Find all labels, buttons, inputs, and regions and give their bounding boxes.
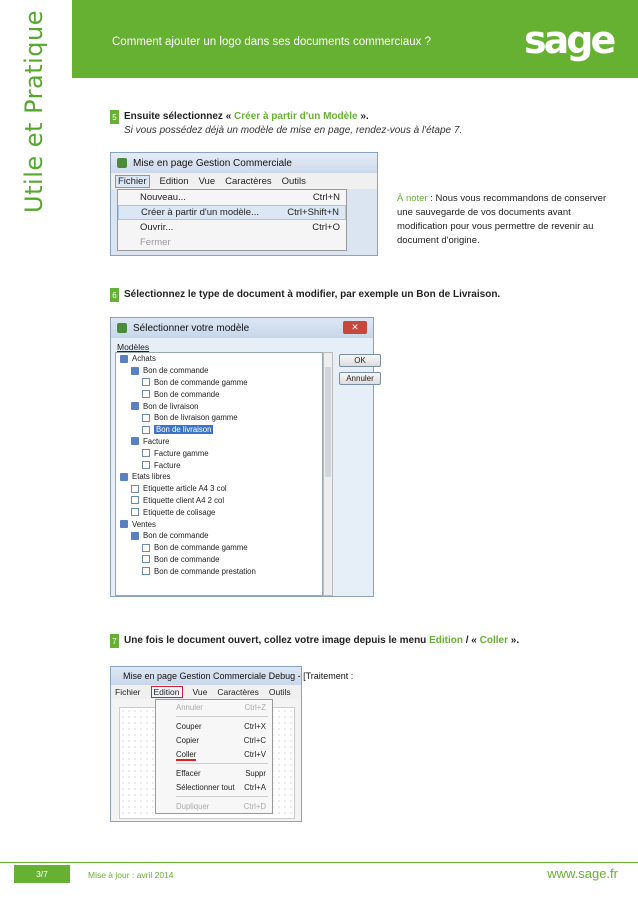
header-title: Comment ajouter un logo dans ses documents commerciaux ? bbox=[112, 36, 431, 48]
menu-item-creer-modele[interactable]: Créer à partir d'un modèle... Ctrl+Shift+N bbox=[118, 205, 346, 220]
cancel-button[interactable]: Annuler bbox=[339, 372, 381, 385]
menu-item-fermer[interactable]: Fermer bbox=[140, 237, 171, 248]
side-title-text: Utile et Pratique bbox=[20, 10, 48, 213]
menu-vue[interactable]: Vue bbox=[198, 175, 216, 187]
screenshot-model-dialog bbox=[110, 317, 374, 597]
tree-item[interactable] bbox=[116, 365, 322, 377]
step-7 bbox=[110, 634, 519, 648]
tree-item[interactable] bbox=[116, 412, 322, 424]
screenshot-file-menu bbox=[110, 152, 378, 256]
step-subtext: Si vous possédez déjà un modèle de mise en page, rendez-vous à l'étape 7. bbox=[124, 125, 463, 136]
window-title: Mise en page Gestion Commerciale Debug - [Traitement : bbox=[123, 671, 354, 681]
menu-caracteres[interactable]: Caractères bbox=[217, 687, 259, 697]
header-banner bbox=[72, 0, 638, 78]
ok-button[interactable]: OK bbox=[339, 354, 381, 367]
note-text: : Nous vous recommandons de conserver une sauvegarde de vos documents avant modification pour vous permettre de revenir au document d'origine. bbox=[397, 193, 607, 246]
tree-item-label: Bon de livraison bbox=[156, 425, 212, 435]
window-titlebar bbox=[111, 667, 354, 685]
document-icon bbox=[142, 567, 150, 575]
menu-fichier[interactable]: Fichier bbox=[115, 687, 141, 697]
folder-icon bbox=[120, 355, 128, 363]
tree-item-label: Facture bbox=[143, 436, 170, 446]
tree-item-label: Bon de commande bbox=[154, 389, 220, 399]
tree-item[interactable] bbox=[116, 483, 322, 495]
step-number: 6 bbox=[110, 288, 119, 302]
document-icon bbox=[142, 390, 150, 398]
menu-item-nouveau[interactable]: Nouveau... Ctrl+N bbox=[140, 192, 340, 203]
menu-outils[interactable]: Outils bbox=[281, 175, 306, 187]
tree-item-label: Etats libres bbox=[132, 472, 171, 482]
tree-item[interactable] bbox=[116, 542, 322, 554]
step-number: 7 bbox=[110, 634, 119, 648]
folder-icon bbox=[131, 367, 139, 375]
step-highlight-edition: Edition bbox=[429, 635, 463, 646]
tree-item-label: Bon de commande prestation bbox=[154, 566, 256, 576]
document-icon bbox=[142, 544, 150, 552]
tree-item-label: Etiquette article A4 3 col bbox=[143, 484, 227, 494]
document-icon bbox=[131, 496, 139, 504]
step-text: Une fois le document ouvert, collez votre image depuis le menu Edition / « Coller ». bbox=[124, 635, 520, 646]
website-link[interactable]: www.sage.fr bbox=[547, 866, 618, 881]
menubar bbox=[111, 685, 301, 699]
edit-dropdown bbox=[155, 699, 273, 814]
menu-separator bbox=[176, 763, 268, 764]
page-number: 3/7 bbox=[14, 865, 70, 883]
tree-item-label: Ventes bbox=[132, 519, 156, 529]
step-number: 5 bbox=[110, 110, 119, 124]
tree-item[interactable] bbox=[116, 506, 322, 518]
scrollbar-thumb[interactable] bbox=[325, 367, 331, 477]
menu-edition[interactable]: Edition bbox=[159, 175, 189, 187]
menu-item-annuler[interactable]: Annuler Ctrl+Z bbox=[176, 702, 266, 712]
footer-divider bbox=[0, 862, 638, 863]
tree-item[interactable] bbox=[116, 554, 322, 566]
document-icon bbox=[142, 414, 150, 422]
menu-item-coller[interactable]: Coller Ctrl+V bbox=[156, 747, 272, 761]
tree-item[interactable] bbox=[116, 436, 322, 448]
tree-item[interactable] bbox=[116, 495, 322, 507]
tree-item-label: Bon de commande bbox=[154, 554, 220, 564]
tree-item-label: Achats bbox=[132, 354, 156, 364]
tree-item[interactable] bbox=[116, 377, 322, 389]
folder-icon bbox=[120, 520, 128, 528]
tree-item-label: Etiquette de colisage bbox=[143, 507, 216, 517]
update-date: Mise à jour : avril 2014 bbox=[88, 870, 174, 880]
tree-item-label: Bon de commande bbox=[143, 531, 209, 541]
step-text: Sélectionnez le type de document à modifier, par exemple un Bon de Livraison. bbox=[124, 289, 501, 300]
tree-item-label: Etiquette client A4 2 col bbox=[143, 495, 225, 505]
tree-item-label: Bon de commande gamme bbox=[154, 543, 248, 553]
step-highlight-coller: Coller bbox=[479, 635, 508, 646]
window-titlebar bbox=[111, 153, 377, 173]
menu-edition[interactable]: Edition bbox=[151, 686, 183, 698]
tree-item[interactable] bbox=[116, 565, 322, 577]
step-text: Ensuite sélectionnez « Créer à partir d'un Modèle ». Si vous possédez déjà un modèle de mise en page, rendez-vous à l'étape 7. bbox=[124, 111, 463, 136]
menu-separator bbox=[176, 716, 268, 717]
document-icon bbox=[142, 461, 150, 469]
step-6 bbox=[110, 288, 500, 302]
window-title: Mise en page Gestion Commerciale bbox=[133, 157, 292, 169]
menu-item-effacer[interactable]: Effacer Suppr bbox=[176, 768, 266, 778]
dialog-title: Sélectionner votre modèle bbox=[133, 322, 250, 334]
tree-item[interactable] bbox=[116, 388, 322, 400]
note-box bbox=[397, 192, 607, 248]
tree-item-label: Bon de livraison bbox=[143, 401, 199, 411]
tree-item-label: Bon de commande gamme bbox=[154, 377, 248, 387]
tree-item-label: Facture bbox=[154, 460, 181, 470]
tree-item[interactable] bbox=[116, 353, 322, 365]
tree-item[interactable] bbox=[116, 530, 322, 542]
menu-outils[interactable]: Outils bbox=[268, 687, 291, 697]
tree-item[interactable] bbox=[116, 447, 322, 459]
model-tree[interactable] bbox=[115, 352, 323, 596]
tree-item[interactable] bbox=[116, 518, 322, 530]
menu-item-selectionner-tout[interactable]: Sélectionner tout Ctrl+A bbox=[176, 782, 266, 792]
dialog-titlebar bbox=[111, 318, 373, 338]
tree-item[interactable] bbox=[116, 424, 322, 436]
menu-item-copier[interactable]: Copier Ctrl+C bbox=[176, 735, 266, 745]
tree-item-label: Bon de livraison gamme bbox=[154, 413, 238, 423]
tree-scrollbar[interactable] bbox=[323, 352, 333, 596]
screenshot-edit-menu bbox=[110, 666, 354, 822]
menu-item-dupliquer[interactable]: Dupliquer Ctrl+D bbox=[176, 801, 266, 811]
app-icon bbox=[117, 158, 127, 168]
menu-item-ouvrir[interactable]: Ouvrir... Ctrl+O bbox=[140, 222, 340, 233]
menu-item-couper[interactable]: Couper Ctrl+X bbox=[176, 721, 266, 731]
folder-icon bbox=[131, 402, 139, 410]
document-icon bbox=[142, 555, 150, 563]
menu-separator bbox=[176, 796, 268, 797]
step-highlight: Créer à partir d'un Modèle bbox=[234, 111, 358, 122]
menubar bbox=[111, 173, 377, 189]
document-icon bbox=[131, 508, 139, 516]
tree-item-label: Facture gamme bbox=[154, 448, 209, 458]
tree-item[interactable] bbox=[116, 459, 322, 471]
tree-item[interactable] bbox=[116, 471, 322, 483]
tree-item[interactable] bbox=[116, 400, 322, 412]
app-icon bbox=[117, 323, 127, 333]
sage-logo: sage bbox=[524, 18, 614, 62]
models-label: Modèles bbox=[117, 342, 150, 352]
close-button[interactable]: ✕ bbox=[343, 321, 367, 334]
side-title bbox=[14, 10, 54, 270]
document-icon bbox=[142, 449, 150, 457]
document-icon bbox=[142, 426, 150, 434]
document-icon bbox=[131, 485, 139, 493]
folder-icon bbox=[131, 437, 139, 445]
menu-fichier[interactable]: Fichier bbox=[115, 175, 150, 188]
menu-caracteres[interactable]: Caractères bbox=[225, 175, 272, 187]
file-dropdown bbox=[117, 189, 347, 251]
tree-item-label: Bon de commande bbox=[143, 366, 209, 376]
step-5 bbox=[110, 110, 462, 138]
folder-icon bbox=[131, 532, 139, 540]
note-label: À noter bbox=[397, 193, 428, 204]
coller-underline bbox=[176, 759, 196, 761]
folder-icon bbox=[120, 473, 128, 481]
menu-vue[interactable]: Vue bbox=[192, 687, 208, 697]
document-icon bbox=[142, 378, 150, 386]
